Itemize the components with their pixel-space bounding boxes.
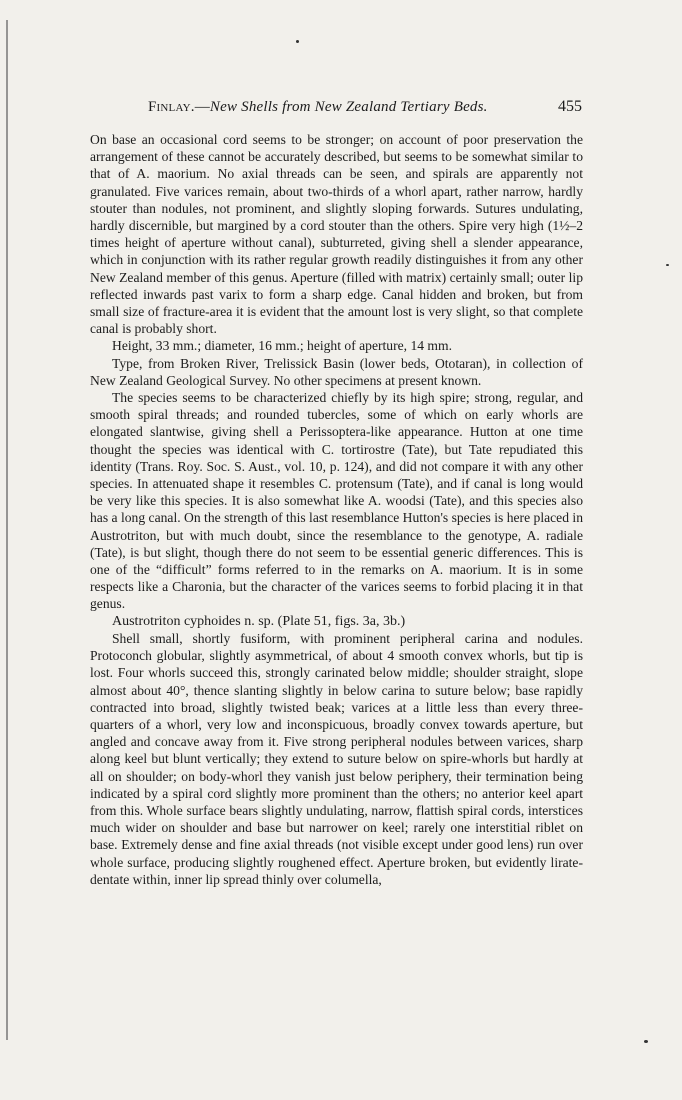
species-heading: Austrotriton cyphoides n. sp. (Plate 51, figs. 3a, 3b.) (112, 613, 406, 629)
paragraph-description: Shell small, shortly fusiform, with prominent peripheral carina and nodules. Protoconch globular, slightly asymmetrical, of about 4 smooth convex whorls, but tip is lost. Four whorls succeed this, strongly carinated below middle; shoulder straight, slope almost about 40°, thence slanting slightly in below carina to suture below; base rapidly contracted into broad, slightly twisted beak; varices at a little less than every three-quarters of a whorl, very low and inconspicuous, broadly convex towards aperture, but angled and concave away from it. Five strong peripheral nodules between varices, sharp along keel but blunt vertically; they extend to suture below on spire-whorls but hardly at all on shoulder; on body-whorl they vanish just below periphery, their termination being indicated by a spiral cord slightly more prominent than the others; no anterior keel apart from this. Whole surface bears slightly undulating, narrow, flattish spiral cords, interstices much wider on shoulder and base but narrower on keel; rarely one interstitial riblet on base. Extremely dense and fine axial threads (not visible except under good lens) run over whole surface, producing slightly roughened effect. Aperture broken, but evidently lirate-dentate within, inner lip spread thinly over columella, (90, 630, 583, 887)
paragraph-continued: On base an occasional cord seems to be stronger; on account of poor preservation the arrangement of these cannot be accurately described, but seems to be somewhat similar to that of A. maorium. No axial threads can be seen, and spirals are apparently not granulated. Five varices remain, about two-thirds of a whorl apart, rather narrow, hardly stouter than nodules, not prominent, and slightly sloping forwards. Sutures undulating, hardly discernible, but margined by a cord stouter than the others. Spire very high (1½–2 times height of aperture without canal), subturreted, giving shell a slender appearance, which in conjunction with its rather regular growth readily distinguishes it from any other New Zealand member of this genus. Aperture (filled with matrix) certainly small; outer lip reflected inwards past varix to form a sharp edge. Canal hidden and broken, but from small size of fracture-area it is evident that the amount lost is very slight, so that complete canal is probably short. (90, 132, 583, 337)
paragraph-remarks: The species seems to be characterized chiefly by its high spire; strong, regular, and smooth spiral threads; and rounded tubercles, some of which on early whorls are elongated slantwise, giving shell a Perissoptera-like appearance. Hutton at one time thought the species was identical with C. tortirostre (Tate), but Tate repudiated this identity (Trans. Roy. Soc. S. Aust., vol. 10, p. 124), and did not compare it with any other species. In attenuated shape it resembles C. protensum (Tate), and if canal is long would be very like this species. It is also somewhat like A. woodsi (Tate), and this species also has a long canal. On the strength of this last resemblance Hutton's species is here placed in Austrotriton, but with much doubt, since the resemblance to the genotype, A. radiale (Tate), is but slight, though there do not seem to be essential generic differences. This is one of the “difficult” forms referred to in the remarks on A. maorium. It is in some respects like a Charonia, but the character of the varices seems to forbid placing it in that genus. (90, 390, 583, 612)
print-speck (666, 264, 669, 266)
header-author: Finlay. (148, 99, 195, 115)
page-edge-shadow (6, 20, 8, 1040)
running-head: Finlay.—New Shells from New Zealand Tertiary Beds. (148, 99, 488, 115)
print-speck (296, 40, 299, 43)
paragraph-measurements: Height, 33 mm.; diameter, 16 mm.; height of aperture, 14 mm. (112, 338, 452, 354)
page-number: 455 (558, 98, 582, 115)
running-header (90, 96, 582, 120)
header-title: New Shells from New Zealand Tertiary Beds. (209, 99, 488, 115)
body-text (90, 131, 583, 888)
paragraph-type-locality: Type, from Broken River, Trelissick Basin (lower beds, Ototaran), in collection of New Zealand Geological Survey. No other specimens at present known. (90, 355, 583, 388)
print-speck (644, 1040, 648, 1043)
